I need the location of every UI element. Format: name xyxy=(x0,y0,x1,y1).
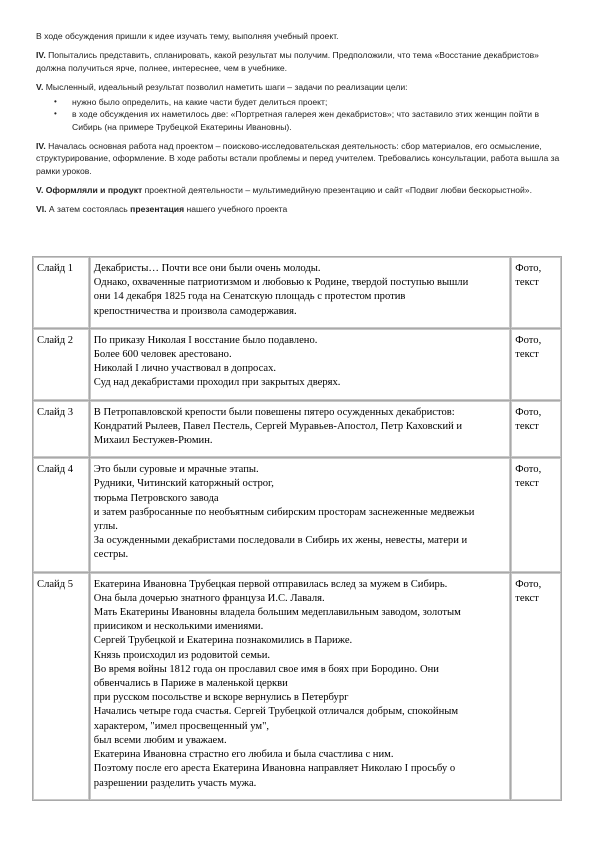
roman-numeral: V. xyxy=(36,184,44,195)
slide-content-cell xyxy=(90,458,510,571)
slide-text-line: они 14 декабря 1825 года на Сенатскую площадь с протестом против xyxy=(93,291,406,303)
intro-p2-text: Попытались представить, спланировать, какой результат мы получим. Предположили, что тема «Восстание декабристов» должна получиться ярче, полнее, интереснее, чем в учебнике. xyxy=(36,50,539,73)
slide-text-line: Суд над декабристами проходил при закрытых дверях. xyxy=(93,377,341,389)
intro-paragraph-3 xyxy=(36,81,564,93)
slide-text-line: характером, "имел просвещенный ум", xyxy=(93,720,270,732)
slide-number-cell: Слайд 3 xyxy=(33,401,89,458)
intro-paragraph-1 xyxy=(36,30,564,42)
slide-text-line: крепостничества и произвола самодержавия. xyxy=(93,305,297,317)
intro-paragraph-2 xyxy=(36,49,564,74)
emphasis-text: Оформляли и продукт xyxy=(43,184,143,195)
intro-p4-text: Началась основная работа над проектом – поисково-исследовательская деятельность: сбор материалов, его осмысление, структурирование, оформление. В ходе работы встали проблемы и перед учителем. Требовались консультации, работа вышла за рамки уроков. xyxy=(36,141,560,176)
intro-paragraph-4 xyxy=(36,140,564,177)
slide-content-type-cell: Фото, текст xyxy=(511,573,561,800)
slide-text-line: Михаил Бестужев-Рюмин. xyxy=(93,435,213,447)
intro-p6-text: А затем состоялась xyxy=(46,204,131,215)
slide-text-line: Начались четыре года счастья. Сергей Трубецкой отличался добрым, спокойным xyxy=(93,706,459,718)
intro-p6-text-end: нашего учебного проекта xyxy=(184,204,288,215)
intro-p1-text: В ходе обсуждения пришли к идее изучать тему, выполняя учебный проект. xyxy=(36,31,339,41)
slide-text-line: Однако, охваченные патриотизмом и любовью к Родине, твердой поступью вышли xyxy=(93,277,469,289)
slide-text-line: Поэтому после его ареста Екатерина Ивановна направляет Николаю I просьбу о xyxy=(93,763,456,775)
slide-number-cell: Слайд 2 xyxy=(33,329,89,400)
roman-numeral: VI. xyxy=(36,204,47,215)
slide-text-line: приисиком и несколькими имениями. xyxy=(93,621,264,633)
slide-content-type-cell: Фото, текст xyxy=(511,401,561,458)
slides-table xyxy=(32,256,562,801)
intro-p5-text: проектной деятельности – мультимедийную презентацию и сайт «Подвиг любви бескорыстной». xyxy=(142,184,532,195)
slide-text-line: Это были суровые и мрачные этапы. xyxy=(93,464,259,476)
slide-text-line: был всеми любим и уважаем. xyxy=(93,734,227,746)
slide-content-type-cell: Фото, текст xyxy=(511,458,561,571)
slide-row xyxy=(33,401,561,458)
slide-number-cell: Слайд 5 xyxy=(33,573,89,800)
slide-text-line: углы. xyxy=(93,521,118,533)
slide-text-line: сестры. xyxy=(93,549,129,561)
intro-text xyxy=(36,30,564,223)
bullet-icon: • xyxy=(54,109,57,119)
slide-text-line: Екатерина Ивановна страстно его любила и была счастлива с ним. xyxy=(93,749,394,761)
slide-row xyxy=(33,573,561,800)
bullet-icon: • xyxy=(54,97,57,107)
slide-text-line: и затем разбросанные по необъятным сибирским просторам заснеженные медвежьи xyxy=(93,506,475,518)
intro-paragraph-6 xyxy=(36,203,564,215)
slide-content-type-cell: Фото, текст xyxy=(511,329,561,400)
emphasis-text: презентация xyxy=(130,204,185,215)
task-list xyxy=(36,96,564,133)
slide-content-cell xyxy=(90,401,510,458)
slide-text-line: обвенчались в Париже в маленькой церкви xyxy=(93,678,288,690)
slide-text-line: Мать Екатерины Ивановны владела большим медеплавильным заводом, золотым xyxy=(93,607,461,619)
slide-text-line: Декабристы… Почти все они были очень молоды. xyxy=(93,263,321,274)
slide-text-line: По приказу Николая I восстание было подавлено. xyxy=(93,334,318,346)
roman-numeral: IV. xyxy=(36,141,46,152)
slide-text-line: Князь происходил из родовитой семьи. xyxy=(93,649,271,661)
task-text: нужно было определить, на какие части будет делиться проект; xyxy=(72,97,328,108)
task-text: в ходе обсуждения их наметилось две: «Портретная галерея жен декабристов»; что заставило этих женщин пойти в Сибирь (на примере Трубецкой Екатерины Ивановны). xyxy=(72,109,540,132)
slide-text-line: разрешении разделить участь мужа. xyxy=(93,777,257,789)
roman-numeral: V. xyxy=(36,81,44,92)
task-list-item xyxy=(36,108,564,133)
slide-text-line: Во время войны 1812 года он прославил свое имя в боях при Бородино. Они xyxy=(93,663,439,675)
slide-text-line: тюрьма Петровского завода xyxy=(93,492,219,504)
slide-text-line: За осужденными декабристами последовали в Сибирь их жены, невесты, матери и xyxy=(93,535,468,547)
slide-content-cell xyxy=(90,257,510,328)
slide-text-line: Екатерина Ивановна Трубецкая первой отправилась вслед за мужем в Сибирь. xyxy=(93,578,448,590)
slide-content-cell xyxy=(90,573,510,800)
slide-text-line: Кондратий Рылеев, Павел Пестель, Сергей Муравьев-Апостол, Петр Каховский и xyxy=(93,420,463,432)
slide-row xyxy=(33,329,561,400)
slide-content-type-cell: Фото, текст xyxy=(511,257,561,328)
slide-text-line: Рудники, Читинский каторжный острог, xyxy=(93,478,274,490)
roman-numeral: IV. xyxy=(36,50,46,61)
slides-table-body xyxy=(33,257,561,800)
intro-p3-text: Мысленный, идеальный результат позволил наметить шаги – задачи по реализации цели: xyxy=(43,81,408,92)
slide-number-cell: Слайд 4 xyxy=(33,458,89,571)
slide-number-cell: Слайд 1 xyxy=(33,257,89,328)
task-list-item xyxy=(36,96,564,108)
intro-paragraph-5 xyxy=(36,184,564,196)
slide-text-line: Сергей Трубецкой и Екатерина познакомились в Париже. xyxy=(93,635,353,647)
slide-text-line: при русском посольстве и вскоре вернулись в Петербург xyxy=(93,692,349,704)
slide-text-line: В Петропавловской крепости были повешены пятеро осужденных декабристов: xyxy=(93,406,455,418)
slide-text-line: Более 600 человек арестовано. xyxy=(93,349,232,361)
slide-content-cell xyxy=(90,329,510,400)
slide-text-line: Она была дочерью знатного француза И.С. Лаваля. xyxy=(93,592,325,604)
slide-row xyxy=(33,458,561,571)
slide-row xyxy=(33,257,561,328)
slide-text-line: Николай I лично участвовал в допросах. xyxy=(93,363,277,375)
